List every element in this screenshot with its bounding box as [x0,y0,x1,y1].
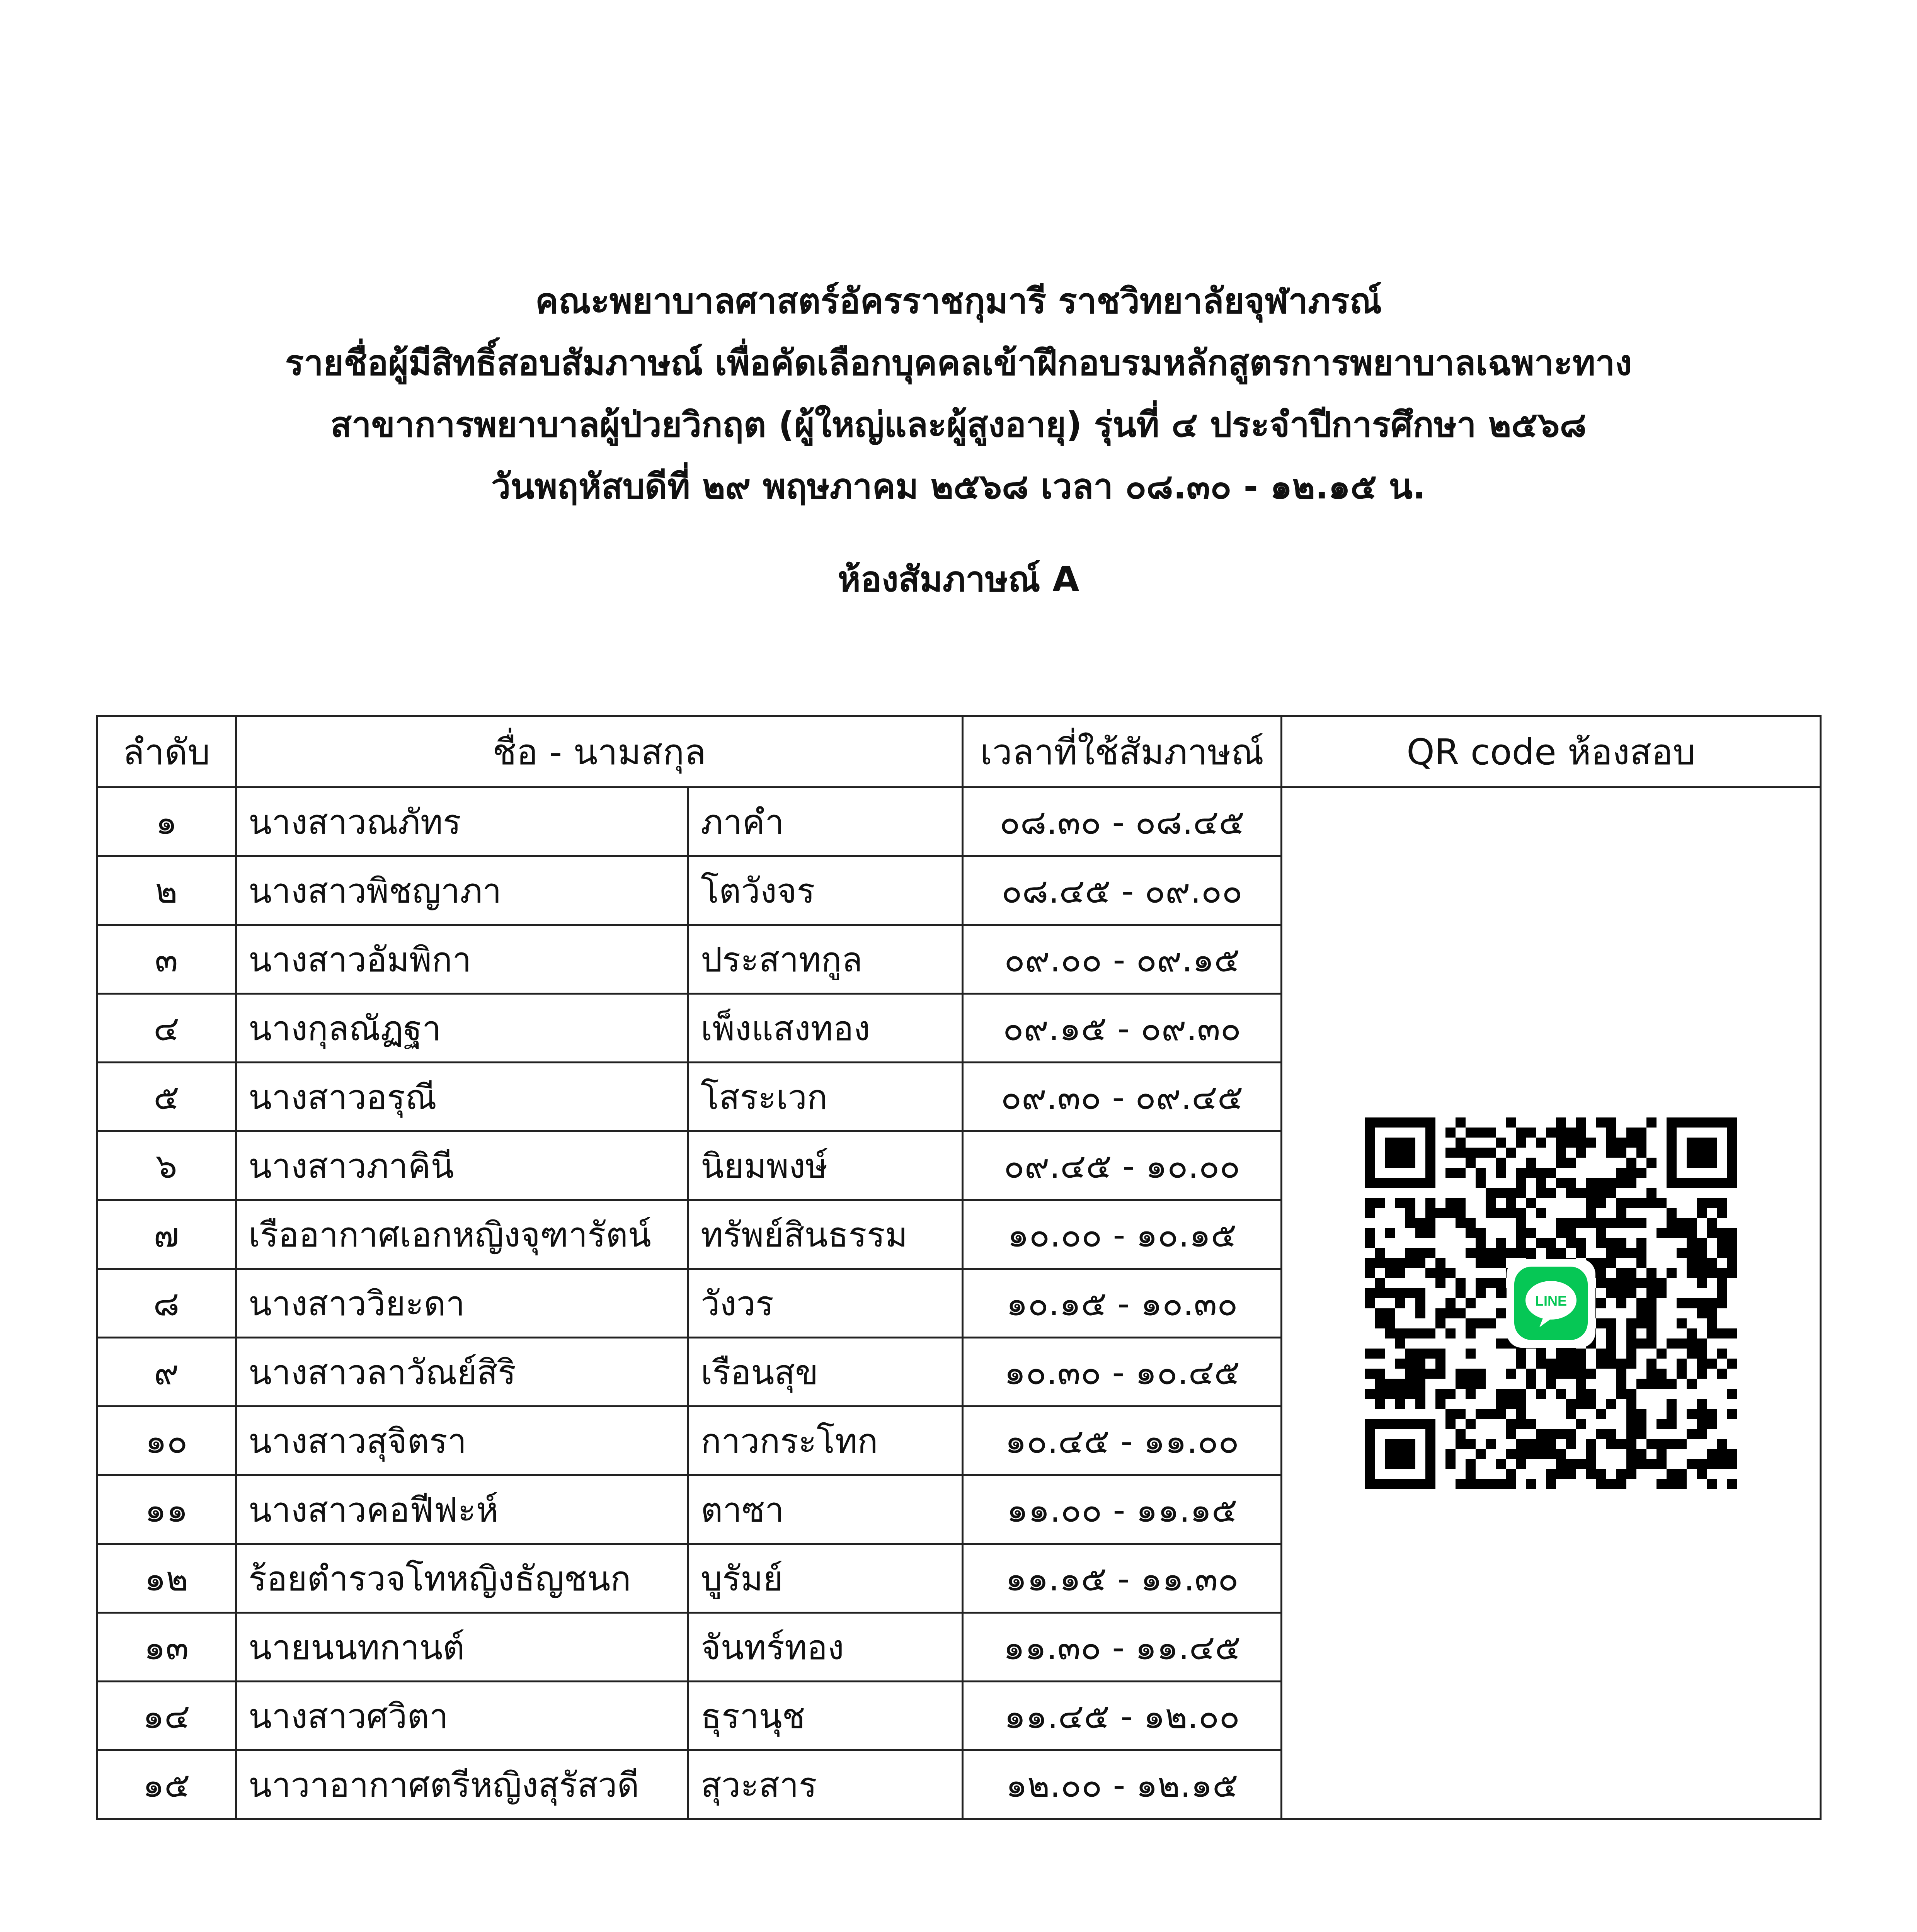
candidate-first-name: นางกุลณัฏฐา [236,994,688,1063]
candidate-first-name: ร้อยตำรวจโทหญิงธัญชนก [236,1544,688,1613]
candidate-first-name: นางสาววิยะดา [236,1269,688,1338]
faculty-title: คณะพยาบาลศาสตร์อัครราชกุมารี ราชวิทยาลัยจุฬาภรณ์ [535,281,1382,321]
interview-time: ๑๐.๓๐ - ๑๐.๔๕ [963,1338,1282,1406]
candidate-last-name: สุวะสาร [688,1750,963,1819]
candidate-last-name: ทรัพย์สินธรรม [688,1200,963,1269]
interview-time: ๑๑.๓๐ - ๑๑.๔๕ [963,1613,1282,1682]
row-number: ๑๐ [97,1406,236,1475]
candidate-first-name: นาวาอากาศตรีหญิงสุรัสวดี [236,1750,688,1819]
list-title: รายชื่อผู้มีสิทธิ์สอบสัมภาษณ์ เพื่อคัดเลือกบุคคลเข้าฝึกอบรมหลักสูตรการพยาบาลเฉพาะทาง [285,343,1632,383]
interview-time: ๐๙.๑๕ - ๐๙.๓๐ [963,994,1282,1063]
svg-text:LINE: LINE [1535,1293,1567,1309]
row-number: ๗ [97,1200,236,1269]
candidate-first-name: นางสาวอัมพิกา [236,925,688,994]
candidate-first-name: นางสาวศวิตา [236,1682,688,1750]
candidate-first-name: นางสาวณภัทร [236,787,688,856]
interview-room: ห้องสัมภาษณ์ A [838,559,1079,600]
table-row [97,787,1821,856]
interview-time: ๐๘.๓๐ - ๐๘.๔๕ [963,787,1282,856]
interview-time: ๑๑.๔๕ - ๑๒.๐๐ [963,1682,1282,1750]
interview-time: ๐๙.๓๐ - ๐๙.๔๕ [963,1063,1282,1131]
qr-code-cell [1282,787,1821,1819]
header-qr: QR code ห้องสอบ [1282,716,1821,787]
row-number: ๖ [97,1131,236,1200]
candidate-first-name: นายนนทกานต์ [236,1613,688,1682]
candidate-first-name: นางสาวอรุณี [236,1063,688,1131]
candidate-first-name: เรืออากาศเอกหญิงจุฑารัตน์ [236,1200,688,1269]
row-number: ๘ [97,1269,236,1338]
interview-time: ๑๑.๐๐ - ๑๑.๑๕ [963,1475,1282,1544]
candidate-first-name: นางสาวลาวัณย์สิริ [236,1338,688,1406]
row-number: ๑๒ [97,1544,236,1613]
interview-date: วันพฤหัสบดีที่ ๒๙ พฤษภาคม ๒๕๖๘ เวลา ๐๘.๓๐ - ๑๒.๑๕ น. [491,466,1426,507]
header-time: เวลาที่ใช้สัมภาษณ์ [963,716,1282,787]
candidate-last-name: บูรัมย์ [688,1544,963,1613]
row-number: ๑๕ [97,1750,236,1819]
row-number: ๑๑ [97,1475,236,1544]
candidate-last-name: ธุรานุช [688,1682,963,1750]
table-header-row [97,716,1821,787]
candidate-first-name: นางสาวภาคินี [236,1131,688,1200]
row-number: ๓ [97,925,236,994]
candidate-last-name: ประสาทกูล [688,925,963,994]
row-number: ๙ [97,1338,236,1406]
interview-time: ๑๐.๔๕ - ๑๑.๐๐ [963,1406,1282,1475]
candidate-first-name: นางสาวพิชญาภา [236,856,688,925]
document-header [0,270,1917,611]
program-title: สาขาการพยาบาลผู้ป่วยวิกฤต (ผู้ใหญ่และผู้สูงอายุ) รุ่นที่ ๔ ประจำปีการศึกษา ๒๕๖๘ [330,405,1587,445]
interview-time: ๐๙.๔๕ - ๑๐.๐๐ [963,1131,1282,1200]
candidate-last-name: ตาซา [688,1475,963,1544]
interview-time: ๐๙.๐๐ - ๐๙.๑๕ [963,925,1282,994]
candidate-last-name: จันทร์ทอง [688,1613,963,1682]
schedule-table [96,715,1822,1820]
header-name: ชื่อ - นามสกุล [236,716,963,787]
candidate-first-name: นางสาวคอฟีฟะห์ [236,1475,688,1544]
candidate-last-name: เพ็งแสงทอง [688,994,963,1063]
candidate-last-name: วังวร [688,1269,963,1338]
row-number: ๑ [97,787,236,856]
interview-time: ๑๐.๐๐ - ๑๐.๑๕ [963,1200,1282,1269]
candidate-last-name: ภาคำ [688,787,963,856]
row-number: ๑๔ [97,1682,236,1750]
row-number: ๒ [97,856,236,925]
candidate-last-name: เรือนสุข [688,1338,963,1406]
interview-time: ๑๐.๑๕ - ๑๐.๓๐ [963,1269,1282,1338]
row-number: ๑๓ [97,1613,236,1682]
interview-time: ๑๑.๑๕ - ๑๑.๓๐ [963,1544,1282,1613]
row-number: ๕ [97,1063,236,1131]
candidate-last-name: นิยมพงษ์ [688,1131,963,1200]
header-no: ลำดับ [97,716,236,787]
candidate-last-name: กาวกระโทก [688,1406,963,1475]
candidate-last-name: โสระเวก [688,1063,963,1131]
qr-code-icon [1365,1117,1737,1489]
interview-time: ๑๒.๐๐ - ๑๒.๑๕ [963,1750,1282,1819]
candidate-first-name: นางสาวสุจิตรา [236,1406,688,1475]
row-number: ๔ [97,994,236,1063]
interview-time: ๐๘.๔๕ - ๐๙.๐๐ [963,856,1282,925]
candidate-last-name: โตวังจร [688,856,963,925]
